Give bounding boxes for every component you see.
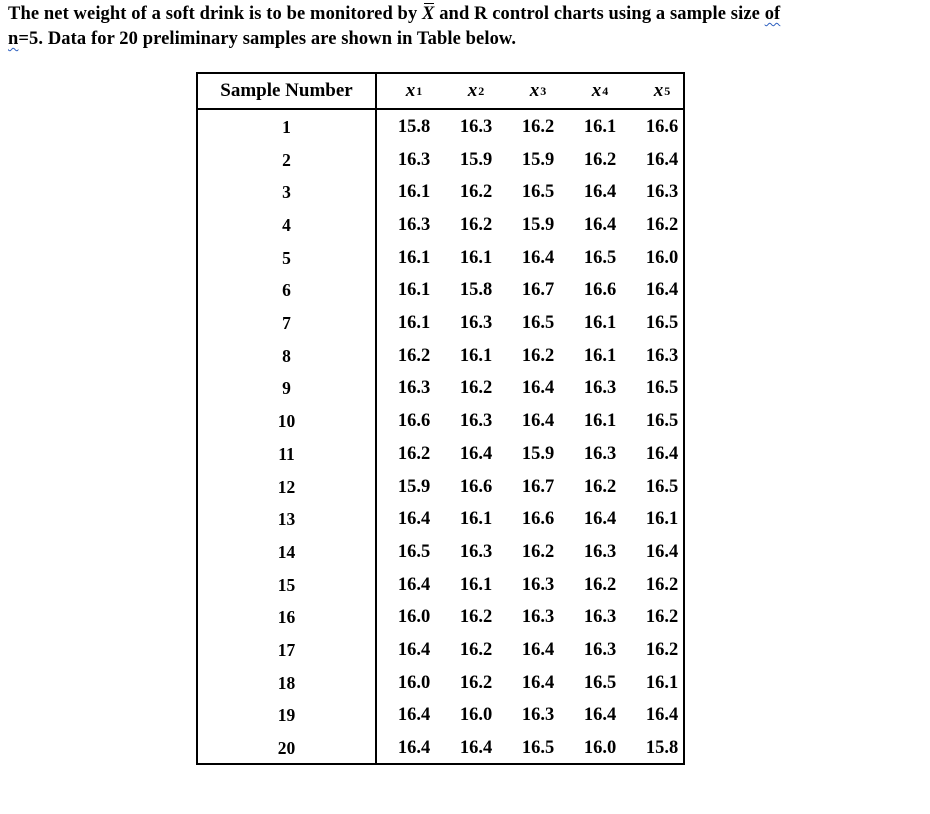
header-subscript: 4 bbox=[602, 83, 609, 98]
value-cell: 16.2 bbox=[645, 640, 679, 661]
value-cell: 16.5 bbox=[521, 313, 555, 334]
table-row bbox=[198, 373, 683, 406]
value-cell: 16.5 bbox=[521, 182, 555, 203]
value-cell: 16.5 bbox=[397, 541, 431, 562]
value-cell: 16.2 bbox=[459, 607, 493, 628]
value-cell: 16.1 bbox=[459, 574, 493, 595]
value-cell: 16.4 bbox=[397, 640, 431, 661]
sample-number-cell: 18 bbox=[277, 672, 296, 693]
sample-number-cell: 2 bbox=[282, 149, 291, 170]
value-cell: 16.0 bbox=[645, 247, 679, 268]
value-cell: 16.5 bbox=[645, 476, 679, 497]
value-cell: 16.1 bbox=[583, 313, 617, 334]
value-cell: 16.2 bbox=[459, 640, 493, 661]
value-cell: 16.3 bbox=[459, 541, 493, 562]
sample-number-cell: 10 bbox=[277, 411, 296, 432]
table-row bbox=[198, 340, 683, 373]
value-cell: 16.2 bbox=[583, 574, 617, 595]
sample-number-cell: 6 bbox=[282, 280, 291, 301]
value-cell: 16.4 bbox=[645, 541, 679, 562]
value-cell: 16.4 bbox=[459, 738, 493, 759]
spellcheck-word: n bbox=[8, 29, 19, 49]
header-subscript: 1 bbox=[416, 83, 423, 98]
value-cell: 16.2 bbox=[521, 116, 555, 137]
table-row bbox=[198, 700, 683, 733]
value-cell: 16.0 bbox=[397, 672, 431, 693]
value-cell: 16.4 bbox=[521, 247, 555, 268]
value-cell: 16.4 bbox=[583, 214, 617, 235]
table-row bbox=[198, 569, 683, 602]
sample-number-cell: 20 bbox=[277, 738, 296, 759]
value-cell: 16.3 bbox=[521, 705, 555, 726]
sample-number-cell: 3 bbox=[282, 182, 291, 203]
table-row bbox=[198, 536, 683, 569]
value-cell: 16.3 bbox=[521, 607, 555, 628]
value-cell: 16.5 bbox=[645, 313, 679, 334]
value-cell: 16.1 bbox=[583, 411, 617, 432]
value-cell: 16.6 bbox=[521, 509, 555, 530]
value-cell: 16.3 bbox=[583, 607, 617, 628]
spellcheck-word: of bbox=[764, 4, 781, 24]
table-row bbox=[198, 438, 683, 471]
sample-number-cell: 8 bbox=[282, 345, 291, 366]
header-var: x bbox=[405, 80, 416, 101]
value-cell: 16.1 bbox=[397, 280, 431, 301]
value-cell: 16.4 bbox=[583, 705, 617, 726]
xbar-symbol: X bbox=[422, 2, 434, 27]
value-cell: 16.7 bbox=[521, 280, 555, 301]
sample-number-cell: 15 bbox=[277, 574, 296, 595]
value-cell: 16.0 bbox=[459, 705, 493, 726]
table-row bbox=[198, 144, 683, 177]
value-cell: 16.3 bbox=[583, 378, 617, 399]
value-cell: 16.4 bbox=[397, 738, 431, 759]
value-cell: 15.9 bbox=[521, 149, 555, 170]
sample-number-cell: 9 bbox=[282, 378, 291, 399]
data-table bbox=[196, 72, 685, 765]
value-cell: 16.2 bbox=[397, 443, 431, 464]
value-cell: 16.2 bbox=[459, 182, 493, 203]
value-cell: 16.1 bbox=[459, 345, 493, 366]
sample-number-cell: 12 bbox=[277, 476, 296, 497]
value-cell: 16.2 bbox=[459, 378, 493, 399]
value-cell: 16.2 bbox=[583, 476, 617, 497]
value-cell: 16.1 bbox=[397, 247, 431, 268]
header-subscript: 3 bbox=[540, 83, 547, 98]
header-x1 bbox=[383, 74, 445, 108]
value-cell: 16.6 bbox=[459, 476, 493, 497]
statement-line-2 bbox=[8, 27, 926, 52]
table-row bbox=[198, 307, 683, 340]
table-row bbox=[198, 111, 683, 144]
problem-statement bbox=[8, 2, 926, 52]
value-cell: 16.1 bbox=[645, 509, 679, 530]
statement-text: =5. Data for 20 preliminary samples are shown in Table below. bbox=[18, 29, 517, 49]
value-cell: 16.5 bbox=[521, 738, 555, 759]
table-row bbox=[198, 176, 683, 209]
value-cell: 16.3 bbox=[645, 345, 679, 366]
value-cell: 16.0 bbox=[583, 738, 617, 759]
value-cell: 16.4 bbox=[521, 672, 555, 693]
value-cell: 16.4 bbox=[521, 411, 555, 432]
header-var: x bbox=[653, 80, 664, 101]
sample-number-cell: 13 bbox=[277, 509, 296, 530]
table-row bbox=[198, 634, 683, 667]
value-cell: 16.4 bbox=[397, 705, 431, 726]
value-cell: 15.9 bbox=[521, 443, 555, 464]
value-cell: 16.5 bbox=[645, 411, 679, 432]
value-cell: 16.3 bbox=[583, 541, 617, 562]
value-cell: 16.1 bbox=[397, 313, 431, 334]
table-row bbox=[198, 602, 683, 635]
value-cell: 16.3 bbox=[397, 214, 431, 235]
value-cell: 15.9 bbox=[521, 214, 555, 235]
value-cell: 16.1 bbox=[459, 509, 493, 530]
statement-text: The net weight of a soft drink is to be monitored by bbox=[8, 4, 423, 24]
value-cell: 16.4 bbox=[397, 574, 431, 595]
value-cell: 16.1 bbox=[397, 182, 431, 203]
value-cell: 16.4 bbox=[645, 280, 679, 301]
value-cell: 16.2 bbox=[521, 345, 555, 366]
value-cell: 16.3 bbox=[459, 313, 493, 334]
value-cell: 16.4 bbox=[645, 443, 679, 464]
value-cell: 16.1 bbox=[583, 345, 617, 366]
value-cell: 16.3 bbox=[397, 149, 431, 170]
header-x3 bbox=[507, 74, 569, 108]
value-cell: 15.8 bbox=[397, 116, 431, 137]
value-cell: 16.2 bbox=[645, 607, 679, 628]
sample-number-cell: 1 bbox=[282, 116, 291, 137]
value-cell: 16.3 bbox=[459, 411, 493, 432]
value-cell: 16.5 bbox=[645, 378, 679, 399]
value-cell: 16.0 bbox=[397, 607, 431, 628]
header-x5 bbox=[631, 74, 693, 108]
value-cell: 16.4 bbox=[583, 509, 617, 530]
value-cell: 16.4 bbox=[645, 149, 679, 170]
value-cell: 16.4 bbox=[583, 182, 617, 203]
value-cell: 16.1 bbox=[645, 672, 679, 693]
value-cell: 16.6 bbox=[583, 280, 617, 301]
header-x2 bbox=[445, 74, 507, 108]
value-cell: 16.3 bbox=[459, 116, 493, 137]
value-cell: 16.2 bbox=[521, 541, 555, 562]
value-cell: 16.1 bbox=[583, 116, 617, 137]
table-row bbox=[198, 471, 683, 504]
header-var: x bbox=[467, 80, 478, 101]
table-row bbox=[198, 503, 683, 536]
header-subscript: 2 bbox=[478, 83, 485, 98]
value-cell: 16.5 bbox=[583, 672, 617, 693]
value-cell: 16.3 bbox=[583, 640, 617, 661]
header-sample-number: Sample Number bbox=[220, 80, 353, 101]
value-cell: 16.2 bbox=[459, 672, 493, 693]
sample-number-cell: 16 bbox=[277, 607, 296, 628]
value-cell: 15.8 bbox=[645, 738, 679, 759]
value-cell: 15.9 bbox=[459, 149, 493, 170]
sample-number-cell: 19 bbox=[277, 705, 296, 726]
value-cell: 16.4 bbox=[459, 443, 493, 464]
table-row bbox=[198, 667, 683, 700]
value-cell: 16.4 bbox=[397, 509, 431, 530]
value-cell: 16.4 bbox=[645, 705, 679, 726]
table-row bbox=[198, 405, 683, 438]
sample-number-cell: 7 bbox=[282, 313, 291, 334]
sample-number-cell: 4 bbox=[282, 214, 291, 235]
header-x4 bbox=[569, 74, 631, 108]
value-cell: 15.9 bbox=[397, 476, 431, 497]
table-row bbox=[198, 242, 683, 275]
sample-number-cell: 17 bbox=[277, 640, 296, 661]
sample-number-cell: 5 bbox=[282, 247, 291, 268]
value-cell: 16.5 bbox=[583, 247, 617, 268]
value-cell: 16.2 bbox=[645, 214, 679, 235]
header-var: x bbox=[529, 80, 540, 101]
value-cell: 16.1 bbox=[459, 247, 493, 268]
value-cell: 16.2 bbox=[645, 574, 679, 595]
value-cell: 16.7 bbox=[521, 476, 555, 497]
header-var: x bbox=[591, 80, 602, 101]
value-cell: 16.6 bbox=[645, 116, 679, 137]
value-cell: 16.3 bbox=[583, 443, 617, 464]
statement-line-1 bbox=[8, 2, 926, 27]
value-cell: 16.2 bbox=[459, 214, 493, 235]
value-cell: 16.4 bbox=[521, 378, 555, 399]
value-cell: 16.4 bbox=[521, 640, 555, 661]
header-subscript: 5 bbox=[664, 83, 671, 98]
value-cell: 16.2 bbox=[583, 149, 617, 170]
table-row bbox=[198, 209, 683, 242]
statement-text: and R control charts using a sample size bbox=[434, 4, 765, 24]
header-divider bbox=[198, 108, 683, 110]
value-cell: 16.3 bbox=[645, 182, 679, 203]
table-row bbox=[198, 275, 683, 308]
value-cell: 16.2 bbox=[397, 345, 431, 366]
value-cell: 16.3 bbox=[521, 574, 555, 595]
sample-number-cell: 11 bbox=[278, 443, 295, 464]
value-cell: 15.8 bbox=[459, 280, 493, 301]
value-cell: 16.6 bbox=[397, 411, 431, 432]
sample-number-cell: 14 bbox=[277, 541, 296, 562]
value-cell: 16.3 bbox=[397, 378, 431, 399]
table-row bbox=[198, 732, 683, 765]
